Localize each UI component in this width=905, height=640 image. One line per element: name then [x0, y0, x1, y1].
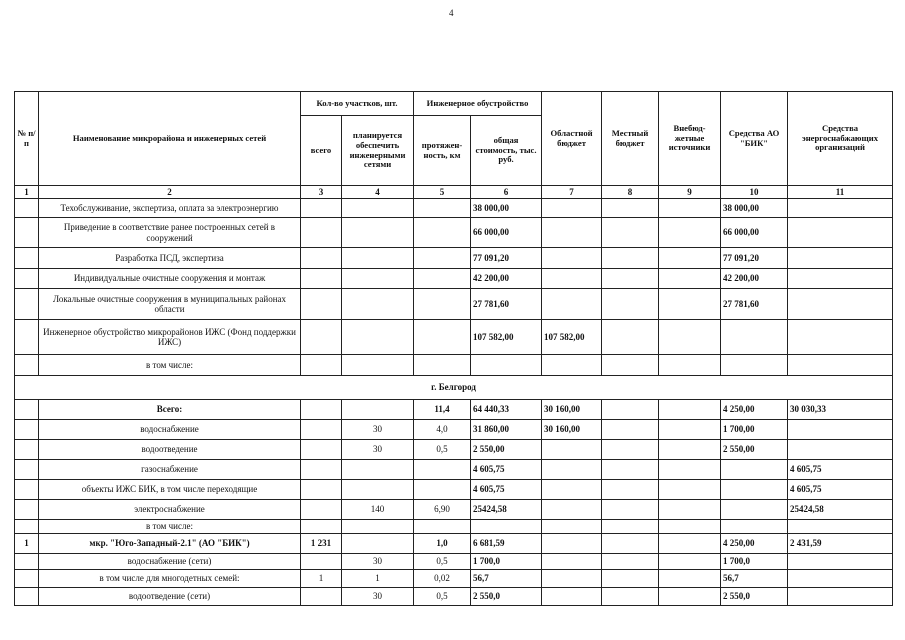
- cell-length: 0,02: [414, 570, 471, 588]
- cell-total: 1: [301, 570, 342, 588]
- cell-planned: 140: [342, 500, 414, 520]
- cell-num: [15, 289, 39, 320]
- cell-length: 0,5: [414, 588, 471, 606]
- cell-length: 11,4: [414, 400, 471, 420]
- cell-local: [602, 199, 659, 218]
- cell-cost: 42 200,00: [471, 269, 542, 289]
- table-row: [15, 400, 893, 420]
- cell-num: [15, 269, 39, 289]
- cell-energy: [788, 248, 893, 269]
- table-row: [15, 500, 893, 520]
- cell-length: [414, 355, 471, 376]
- table-row: [15, 534, 893, 554]
- cell-total: [301, 355, 342, 376]
- cell-regional: [542, 554, 602, 570]
- cell-regional: [542, 218, 602, 248]
- cell-regional: [542, 355, 602, 376]
- cell-energy: [788, 269, 893, 289]
- cell-local: [602, 588, 659, 606]
- cell-local: [602, 460, 659, 480]
- cell-bik: 27 781,60: [721, 289, 788, 320]
- cell-planned: [342, 199, 414, 218]
- cell-cost: 77 091,20: [471, 248, 542, 269]
- cell-regional: 30 160,00: [542, 400, 602, 420]
- cell-bik: 77 091,20: [721, 248, 788, 269]
- cell-energy: 2 431,59: [788, 534, 893, 554]
- cell-total: [301, 554, 342, 570]
- index-cell: 7: [542, 186, 602, 199]
- cell-cost: 25424,58: [471, 500, 542, 520]
- cell-length: [414, 320, 471, 355]
- cell-energy: [788, 588, 893, 606]
- header-name: Наименование микрорайона и инженерных сетей: [39, 92, 301, 186]
- header-cost: общая стоимость, тыс. руб.: [471, 116, 542, 186]
- cell-total: [301, 520, 342, 534]
- city-title: г. Белгород: [15, 376, 893, 400]
- cell-energy: [788, 289, 893, 320]
- cell-extra: [659, 289, 721, 320]
- cell-energy: 30 030,33: [788, 400, 893, 420]
- cell-energy: [788, 570, 893, 588]
- cell-num: [15, 400, 39, 420]
- table-row: [15, 520, 893, 534]
- table-row: [15, 248, 893, 269]
- cell-local: [602, 289, 659, 320]
- cell-local: [602, 480, 659, 500]
- cell-name: водоснабжение: [39, 420, 301, 440]
- cell-local: [602, 520, 659, 534]
- cell-bik: 4 250,00: [721, 534, 788, 554]
- index-cell: 1: [15, 186, 39, 199]
- cell-cost: 31 860,00: [471, 420, 542, 440]
- cell-regional: [542, 269, 602, 289]
- cell-cost: 107 582,00: [471, 320, 542, 355]
- header-total: всего: [301, 116, 342, 186]
- cell-planned: 1: [342, 570, 414, 588]
- table-body-city: [15, 400, 893, 606]
- cell-length: [414, 480, 471, 500]
- page-number: 4: [449, 8, 454, 18]
- cell-bik: 4 250,00: [721, 400, 788, 420]
- index-cell: 3: [301, 186, 342, 199]
- cell-name: Индивидуальные очистные сооружения и монтаж: [39, 269, 301, 289]
- cell-num: [15, 554, 39, 570]
- cell-total: [301, 248, 342, 269]
- cell-planned: [342, 248, 414, 269]
- cell-extra: [659, 248, 721, 269]
- table-row: [15, 199, 893, 218]
- cell-name: в том числе:: [39, 355, 301, 376]
- cell-energy: [788, 420, 893, 440]
- cell-cost: 2 550,00: [471, 440, 542, 460]
- cell-extra: [659, 460, 721, 480]
- cell-name: Приведение в соответствие ранее построенных сетей в сооружений: [39, 218, 301, 248]
- table-row: [15, 588, 893, 606]
- cell-regional: [542, 460, 602, 480]
- cell-total: [301, 460, 342, 480]
- cell-planned: [342, 480, 414, 500]
- cell-bik: [721, 500, 788, 520]
- table-row: [15, 289, 893, 320]
- cell-bik: [721, 520, 788, 534]
- cell-length: 0,5: [414, 554, 471, 570]
- cell-energy: [788, 440, 893, 460]
- cell-length: [414, 460, 471, 480]
- cell-regional: [542, 199, 602, 218]
- index-cell: 9: [659, 186, 721, 199]
- cell-name: Всего:: [39, 400, 301, 420]
- cell-bik: 66 000,00: [721, 218, 788, 248]
- cell-planned: 30: [342, 440, 414, 460]
- table-row: [15, 420, 893, 440]
- header-regional: Областной бюджет: [542, 92, 602, 186]
- index-row: [15, 186, 893, 199]
- cell-extra: [659, 420, 721, 440]
- cell-length: [414, 289, 471, 320]
- cell-extra: [659, 500, 721, 520]
- cell-planned: [342, 520, 414, 534]
- cell-local: [602, 500, 659, 520]
- cell-length: 4,0: [414, 420, 471, 440]
- cell-bik: 1 700,00: [721, 420, 788, 440]
- cell-regional: [542, 440, 602, 460]
- cell-name: Техобслуживание, экспертиза, оплата за электроэнергию: [39, 199, 301, 218]
- cell-regional: [542, 480, 602, 500]
- cell-total: [301, 480, 342, 500]
- table-row: [15, 218, 893, 248]
- cell-planned: 30: [342, 420, 414, 440]
- cell-cost: 56,7: [471, 570, 542, 588]
- cell-regional: [542, 520, 602, 534]
- table-row: [15, 269, 893, 289]
- cell-local: [602, 440, 659, 460]
- cell-length: 6,90: [414, 500, 471, 520]
- header-bik: Средства АО "БИК": [721, 92, 788, 186]
- cell-length: 0,5: [414, 440, 471, 460]
- cell-planned: [342, 400, 414, 420]
- cell-local: [602, 248, 659, 269]
- cell-bik: 2 550,0: [721, 588, 788, 606]
- cell-local: [602, 269, 659, 289]
- index-cell: 2: [39, 186, 301, 199]
- cell-bik: [721, 460, 788, 480]
- cell-regional: 107 582,00: [542, 320, 602, 355]
- table-row: [15, 355, 893, 376]
- cell-bik: 2 550,00: [721, 440, 788, 460]
- cell-num: [15, 570, 39, 588]
- cell-num: [15, 320, 39, 355]
- cell-name: мкр. "Юго-Западный-2.1" (АО "БИК"): [39, 534, 301, 554]
- cell-num: [15, 199, 39, 218]
- cell-total: [301, 199, 342, 218]
- cell-local: [602, 320, 659, 355]
- cell-bik: [721, 320, 788, 355]
- cell-name: электроснабжение: [39, 500, 301, 520]
- cell-regional: [542, 289, 602, 320]
- cell-energy: [788, 355, 893, 376]
- cell-planned: [342, 218, 414, 248]
- city-row: [15, 376, 893, 400]
- cell-extra: [659, 480, 721, 500]
- cell-num: [15, 420, 39, 440]
- cell-length: 1,0: [414, 534, 471, 554]
- cell-local: [602, 554, 659, 570]
- cell-cost: [471, 520, 542, 534]
- cell-energy: 4 605,75: [788, 460, 893, 480]
- cell-planned: [342, 460, 414, 480]
- cell-cost: 66 000,00: [471, 218, 542, 248]
- cell-name: водоотведение: [39, 440, 301, 460]
- cell-cost: 4 605,75: [471, 480, 542, 500]
- cell-energy: 4 605,75: [788, 480, 893, 500]
- cell-num: [15, 218, 39, 248]
- header-engineering-group: Инженерное обустройство: [414, 92, 542, 116]
- city-section: [15, 376, 893, 400]
- cell-cost: 38 000,00: [471, 199, 542, 218]
- cell-bik: [721, 355, 788, 376]
- cell-num: [15, 440, 39, 460]
- cell-local: [602, 355, 659, 376]
- table-row: [15, 554, 893, 570]
- cell-name: водоотведение (сети): [39, 588, 301, 606]
- cell-extra: [659, 440, 721, 460]
- cell-num: [15, 248, 39, 269]
- cell-num: [15, 480, 39, 500]
- table-row: [15, 480, 893, 500]
- index-cell: 5: [414, 186, 471, 199]
- cell-extra: [659, 218, 721, 248]
- cell-extra: [659, 534, 721, 554]
- cell-regional: [542, 248, 602, 269]
- cell-total: [301, 400, 342, 420]
- cell-regional: [542, 500, 602, 520]
- cell-length: [414, 218, 471, 248]
- cell-cost: 27 781,60: [471, 289, 542, 320]
- header-plots-group: Кол-во участков, шт.: [301, 92, 414, 116]
- header-length: протяжен-ность, км: [414, 116, 471, 186]
- cell-energy: 25424,58: [788, 500, 893, 520]
- cell-local: [602, 534, 659, 554]
- table-row: [15, 440, 893, 460]
- cell-name: газоснабжение: [39, 460, 301, 480]
- cell-extra: [659, 570, 721, 588]
- cell-total: [301, 420, 342, 440]
- cell-name: объекты ИЖС БИК, в том числе переходящие: [39, 480, 301, 500]
- cell-extra: [659, 355, 721, 376]
- cell-length: [414, 520, 471, 534]
- cell-cost: 6 681,59: [471, 534, 542, 554]
- cell-name: Разработка ПСД, экспертиза: [39, 248, 301, 269]
- cell-num: [15, 355, 39, 376]
- cell-bik: 42 200,00: [721, 269, 788, 289]
- cell-extra: [659, 400, 721, 420]
- cell-planned: 30: [342, 554, 414, 570]
- header-planned: планируется обеспечить инженерными сетями: [342, 116, 414, 186]
- cell-regional: [542, 570, 602, 588]
- header-extra: Внебюд-жетные источники: [659, 92, 721, 186]
- cell-num: [15, 588, 39, 606]
- index-cell: 6: [471, 186, 542, 199]
- cell-regional: [542, 588, 602, 606]
- header-energy: Средства энергоснабжающих организаций: [788, 92, 893, 186]
- cell-planned: [342, 534, 414, 554]
- cell-cost: 64 440,33: [471, 400, 542, 420]
- cell-cost: 2 550,0: [471, 588, 542, 606]
- cell-num: 1: [15, 534, 39, 554]
- cell-regional: 30 160,00: [542, 420, 602, 440]
- cell-energy: [788, 199, 893, 218]
- cell-extra: [659, 320, 721, 355]
- cell-extra: [659, 588, 721, 606]
- cell-bik: 56,7: [721, 570, 788, 588]
- cell-bik: 1 700,0: [721, 554, 788, 570]
- cell-planned: [342, 355, 414, 376]
- cell-extra: [659, 554, 721, 570]
- cell-energy: [788, 520, 893, 534]
- table-header: [15, 92, 893, 199]
- cell-energy: [788, 320, 893, 355]
- cell-cost: [471, 355, 542, 376]
- index-cell: 4: [342, 186, 414, 199]
- cell-local: [602, 400, 659, 420]
- header-num: № п/п: [15, 92, 39, 186]
- cell-total: [301, 440, 342, 460]
- cell-total: [301, 588, 342, 606]
- cell-energy: [788, 554, 893, 570]
- cell-total: [301, 320, 342, 355]
- cell-local: [602, 218, 659, 248]
- index-cell: 8: [602, 186, 659, 199]
- table-row: [15, 570, 893, 588]
- cell-num: [15, 500, 39, 520]
- index-cell: 10: [721, 186, 788, 199]
- cell-length: [414, 199, 471, 218]
- cell-planned: 30: [342, 588, 414, 606]
- cell-length: [414, 248, 471, 269]
- table-row: [15, 320, 893, 355]
- cell-total: [301, 218, 342, 248]
- cell-local: [602, 570, 659, 588]
- cell-extra: [659, 520, 721, 534]
- cell-num: [15, 460, 39, 480]
- cell-total: [301, 269, 342, 289]
- table-body-top: [15, 199, 893, 376]
- index-cell: 11: [788, 186, 893, 199]
- cell-bik: [721, 480, 788, 500]
- cell-total: 1 231: [301, 534, 342, 554]
- engineering-table: [14, 91, 893, 606]
- cell-energy: [788, 218, 893, 248]
- cell-bik: 38 000,00: [721, 199, 788, 218]
- cell-planned: [342, 269, 414, 289]
- cell-extra: [659, 199, 721, 218]
- cell-planned: [342, 320, 414, 355]
- table-row: [15, 460, 893, 480]
- cell-length: [414, 269, 471, 289]
- cell-extra: [659, 269, 721, 289]
- cell-cost: 4 605,75: [471, 460, 542, 480]
- cell-total: [301, 289, 342, 320]
- cell-name: Локальные очистные сооружения в муниципальных районах области: [39, 289, 301, 320]
- cell-cost: 1 700,0: [471, 554, 542, 570]
- cell-total: [301, 500, 342, 520]
- cell-num: [15, 520, 39, 534]
- cell-planned: [342, 289, 414, 320]
- header-local: Местный бюджет: [602, 92, 659, 186]
- cell-name: в том числе для многодетных семей:: [39, 570, 301, 588]
- cell-local: [602, 420, 659, 440]
- cell-name: водоснабжение (сети): [39, 554, 301, 570]
- cell-name: в том числе:: [39, 520, 301, 534]
- cell-regional: [542, 534, 602, 554]
- cell-name: Инженерное обустройство микрорайонов ИЖС (Фонд поддержки ИЖС): [39, 320, 301, 355]
